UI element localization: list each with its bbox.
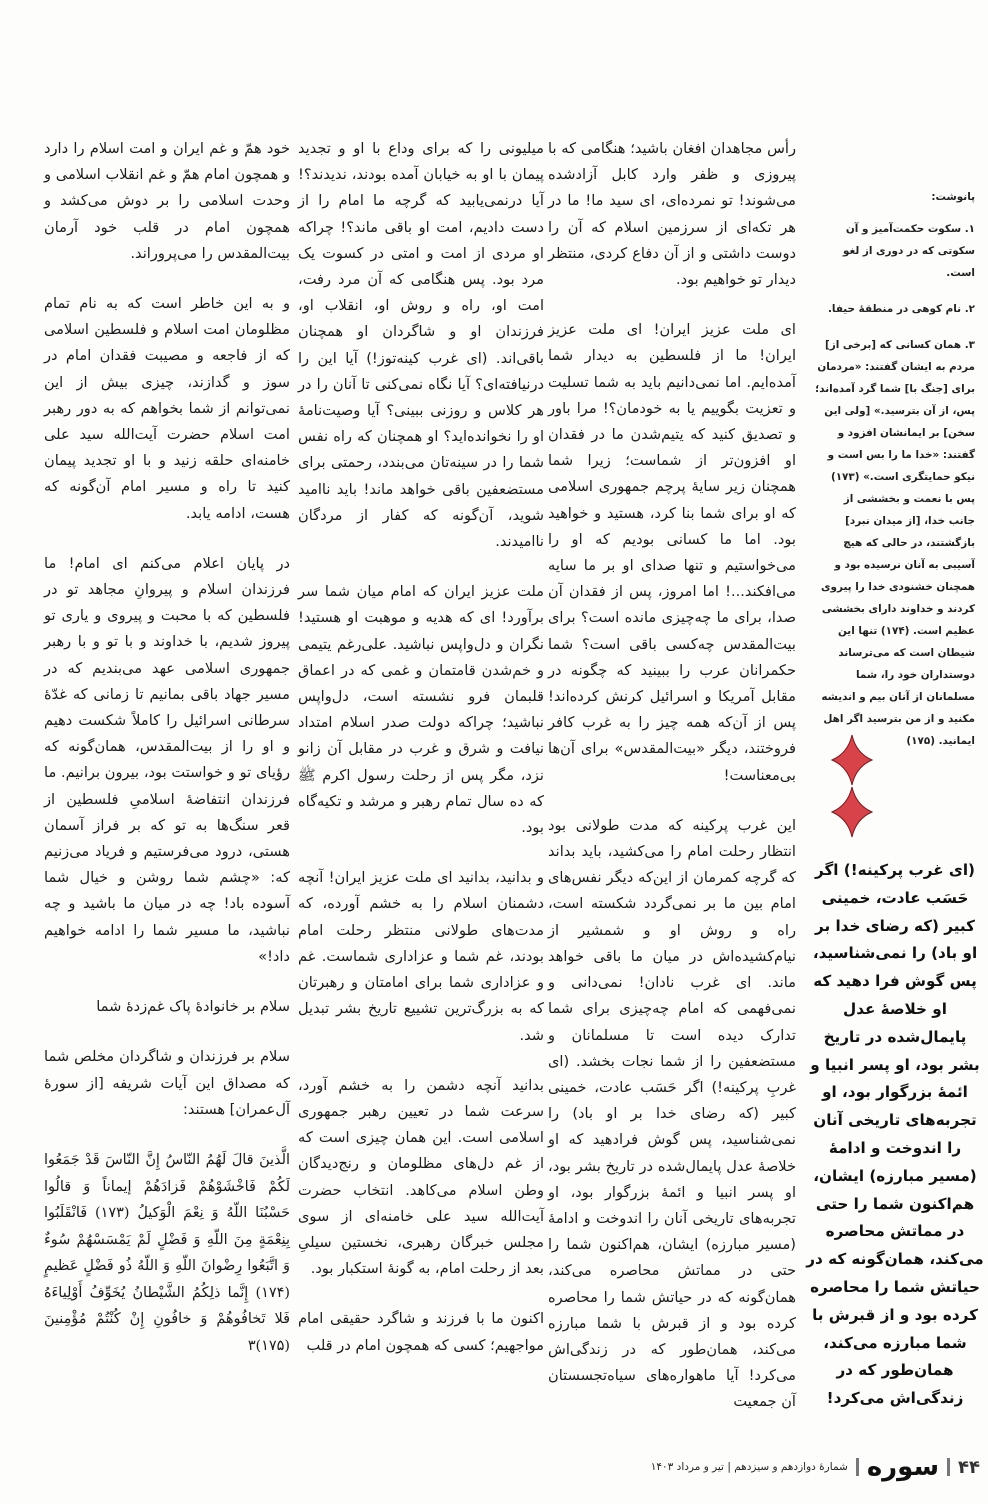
divider xyxy=(947,1458,950,1476)
diamond-bottom xyxy=(832,787,872,837)
paragraph: بدانید آنچه دشمن را به خشم آورد، سرعت شما در تعیین رهبر جمهوری اسلامی است. این همان چیزی است که از غم دل‌های مظلومان و رنج‌دیدگان وطن اسلام می‌کاهد. انتخاب حضرت آیت‌الله سید علی خامنه‌ای از سوی مجلس خبرگان رهبری، نخستین سیلیِ بعد از رحلت امام، به گونهٔ استکبار بود. xyxy=(298,1076,544,1278)
paragraph: و به این خاطر است که به نام تمام مظلومان امت اسلام و فلسطین اسلامی که از فاجعه و مصیبت فقدان امام در سوز و گدازند، چیزی بیش از این نمی‌توانم از شما بخواهم که به دور رهبر امت اسلام حضرت آیت‌الله سید علی خامنه‌ای حلقه زنید و با او تجدید پیمان کنید تا راه و مسیر امام آن‌گونه که هست، ادامه یابد. xyxy=(44,295,290,522)
paragraph: خود همّ و غم ایران و امت اسلام را دارد و همچون امام همّ و غم انقلاب اسلامی و وحدت اسلامی را بر دوش می‌کشد و همچون امام در قلب خود آرمان بیت‌المقدس را می‌پروراند. xyxy=(44,140,290,262)
page-number: ۴۴ xyxy=(958,1456,980,1478)
paragraph: میلیونی را که برای وداع با او و تجدید پیمان با او به خیابان آمده بودند، ندیدند؟! آیا درنمی‌یابید که گرچه ما امام را از دست دادیم، امت او باقی ماند؟! چراکه او مردی از امت و امتی در کسوت یک مرد بود. پس هنگامی که آن مرد رفت، امت او، راه و روش او، انقلاب او، فرزندان او و شاگردان او همچنان باقی‌اند. (ای غرب کینه‌توز!) آیا این را درنیافته‌ای؟ آیا نگاه نمی‌کنی تا آنان را در هر کلاس و روزنی ببینی؟ آیا وصیت‌نامهٔ او را نخوانده‌اید؟ او همچنان که راه نفس شما را در سینه‌تان می‌بندد، رحمتی برای مستضعفین باقی خواهد ماند! باید ناامید شوید، آن‌گونه که کفار از مردگان ناامیدند. xyxy=(298,140,544,551)
article-column-1 xyxy=(548,136,796,1416)
quran-verse: الَّذینَ قالَ لَهُمُ النّاسُ إِنَّ النّاسَ قَدْ جَمَعُوا لَکُمْ فَاخْشَوْهُمْ فَزادَهُمْ إیماناً وَ قالُوا حَسْبُنَا اللّهُ وَ نِعْمَ الْوَکیلُ (۱۷۳) فَانْقَلَبُوا بِنِعْمَةٍ مِنَ اللّهِ وَ فَضْلٍ لَمْ یَمْسَسْهُمْ سُوءٌ وَ اتَّبَعُوا رِضْوانَ اللّهِ وَ اللّهُ ذُو فَضْلٍ عَظیمٍ (۱۷۴) إِنَّما ذلِکُمُ الشَّیْطانُ یُخَوِّفُ أَوْلِیاءَهُ فَلا تَخافُوهُمْ وَ خافُونِ إِنْ کُنْتُمْ مُؤْمِنینَ (۱۷۵)۳ xyxy=(44,1151,290,1355)
article-column-3 xyxy=(44,136,290,1360)
page-footer xyxy=(620,1452,980,1482)
paragraph: این غرب پرکینه که مدت طولانی بود انتظار رحلت امام را می‌کشید، باید بداند که گرچه کمرمان از این‌که دیگر نفس‌های امام بین ما بر نمی‌گردد شکسته است، راه و روش او و شمشیر از نیام‌کشیده‌اش در میان ما باقی خواهد ماند. ای غرب نادان! نمی‌دانی و نمی‌فهمی که امام چه‌چیزی برای شما تدارک دیده است تا مسلمانان و مستضعفین را از شما نجات بخشد. (ای غربِ پرکینه!) اگر حَسَب عادت، خمینی کبیر (که رضای خدا بر او باد) را نمی‌شناسید، پس گوش فرادهید که او خلاصهٔ عدل پایمال‌شده در تاریخ بشر بود، او پسر انبیا و ائمهٔ بزرگوار بود، او تجربه‌های تاریخی آنان را اندوخت و ادامهٔ (مسیر مبارزه) ایشان، هم‌اکنون شما را حتی در مماتش محاصره می‌کند، همان‌گونه که در حیاتش شما را محاصره کرده بود و از قبرش با شما مبارزه می‌کند، همان‌طور که در زندگی‌اش می‌کرد! آیا ماهواره‌های سیاه‌تجسستان آن جمعیت xyxy=(548,816,796,1411)
magazine-logo: سوره xyxy=(866,1452,940,1482)
footnote: ۳. همان کسانی که [برخی از] مردم به ایشان گفتند: «مردمان برای [جنگ با] شما گرد آمده‌اند؛ پس، از آن بترسید.» [ولی این سخن] بر ایمانشان افزود و گفتند: «خدا ما را بس است و نیکو حمایتگری است.» (۱۷۳) پس با نعمت و بخششی از جانب خدا، [از میدان نبرد] بازگشتند، در حالی که هیچ آسیبی به آنان نرسیده بود و همچنان خشنودی خدا را پیروی کردند و خداوند دارای بخششی عظیم است. (۱۷۴) تنها این شیطان است که می‌ترساند دوستداران خود را، شما مسلمانان از آنان بیم و اندیشه مکنید و از من بترسید اگر اهل ایمانید. (۱۷۵) xyxy=(815,339,975,747)
article-column-2 xyxy=(298,136,544,1359)
footnotes-sidebar xyxy=(815,186,975,766)
issue-info: شمارهٔ دوازدهم و سیزدهم | تیر و مرداد ۱۴۰۳ xyxy=(650,1461,848,1473)
divider xyxy=(856,1458,859,1476)
footnote: ۱. سکوت حکمت‌آمیز و آن سکوتی که در دوری از لغو است. xyxy=(842,223,975,279)
pull-quote: (ای غرب پرکینه!) اگر حَسَب عادت، خمینی کبیر (که رضای خدا بر او باد) را نمی‌شناسید، پس گوش فرا دهید که او خلاصهٔ عدل پایمال‌شده در تاریخ بشر بود، او پسر انبیا و ائمهٔ بزرگوار بود، او تجربه‌های تاریخی آنان را اندوخت و ادامهٔ (مسیر مبارزه) ایشان، هم‌اکنون شما را حتی در مماتش محاصره می‌کند، همان‌گونه که در حیاتش شما را محاصره کرده بود و از قبرش با شما مبارزه می‌کند، همان‌طور که در زندگی‌اش می‌کرد! xyxy=(806,861,984,1408)
paragraph: رأس مجاهدان افغان باشید؛ هنگامی که با پیروزی و ظفر وارد کابل آزادشده می‌شوند! تو نمرده‌ای، ای سید ما! ما در هر تکه‌ای از سرزمین اسلام که آن را دوست داشتی و از آن دفاع کردی، منتظر دیدار تو خواهیم بود. xyxy=(548,140,796,289)
paragraph: ملت عزیز ایران که امام میان شما سر برآورد! ای که هدیه و موهبت او هستید! نگران و دل‌واپس نباشید. علی‌رغم یتیمی و خم‌شدن قامتمان و غمی که در اعماق قلبمان فرو نشسته است، دل‌واپس نباشید؛ چراکه دولت صدر اسلام امتداد نیافت و شرق و غرب در مقابل آن زانو نزد، مگر پس از رحلت رسول اکرم ﷺ که ده سال تمام رهبر و مرشد و تکیه‌گاه بود. xyxy=(298,583,544,837)
diamond-top xyxy=(832,735,872,785)
paragraph: در پایان اعلام می‌کنم ای امام! ما فرزندان اسلام و پیروانِ مجاهد تو در فلسطین که با محبت و پیروی و یاری تو پیروز شدیم، با خداوند و با تو و با رهبر جمهوری اسلامی عهد می‌بندیم که در مسیر جهاد باقی بمانیم تا زمانی که غدّهٔ سرطانی اسرائیل را کاملاً شکست دهیم و او را از بیت‌المقدس، همان‌گونه که رؤیای تو و خواستت بود، بیرون برانیم. ما فرزندان انتفاضهٔ اسلامیِ فلسطین از قعر سنگ‌ها به تو که بر فراز آسمان هستی، درود می‌فرستیم و فریاد می‌زنیم که: «چشم شما روشن و خیال شما آسوده باد! چه در میان ما باشید و چه نباشید، ما مسیر شما را ادامه خواهیم داد!» xyxy=(44,554,290,965)
paragraph: ای ملت عزیز ایران! ای ملت عزیز ایران! ما از فلسطین به دیدار شما آمده‌ایم. اما نمی‌دانیم باید به شما تسلیت و تعزیت بگوییم یا به خودمان؟! مرا باور و تصدیق کنید که یتیم‌شدن ما در فقدان او افزون‌تر از شماست؛ زیرا شما همچنان زیر سایهٔ پرچم جمهوری اسلامی که او برای شما بنا کرد، هستید و خواهید بود. اما ما کسانی بودیم که او را می‌خواستیم و تنها صدای او بر ما سایه می‌افکند...! اما امروز، پس از فقدان آن صدا، برای ما چه‌چیزی مانده است؟ برای بیت‌المقدس چه‌کسی باقی است؟ شما حکمرانان عرب را ببینید که چگونه در مقابل آمریکا و اسرائیل کرنش کرده‌اند! پس از آن‌که همه چیز را به غرب کافر فروختند، دیگر «بیت‌المقدس» برای آن‌ها بی‌معناست! xyxy=(548,321,796,784)
double-diamond-ornament-icon xyxy=(830,733,874,839)
paragraph: اکنون ما با فرزند و شاگرد حقیقی امام مواجهیم؛ کسی که همچون امام در قلب xyxy=(298,1310,544,1354)
footnotes-title: پانوشت: xyxy=(931,191,975,203)
paragraph: و بدانید، بدانید ای ملت عزیز ایران! آنچه دشمنان اسلام را به خشم آورده، که مدت‌های طولانی منتظر رحلت امام بودند، غم شما و عزاداری شماست. غم و عزاداری شما برای امامتان و رهبرتان که به بزرگ‌ترین تشییع تاریخ بشر تبدیل شد. xyxy=(298,869,544,1044)
footnote: ۲. نام کوهی در منطقهٔ حیفا. xyxy=(827,303,975,315)
paragraph: سلام بر فرزندان و شاگردان مخلص شما که مصداق این آیات شریفه [از سورهٔ آل‌عمران] هستند: xyxy=(44,1048,290,1118)
greeting-line: سلام بر خانوادهٔ پاک غم‌زدهٔ شما xyxy=(96,998,290,1016)
